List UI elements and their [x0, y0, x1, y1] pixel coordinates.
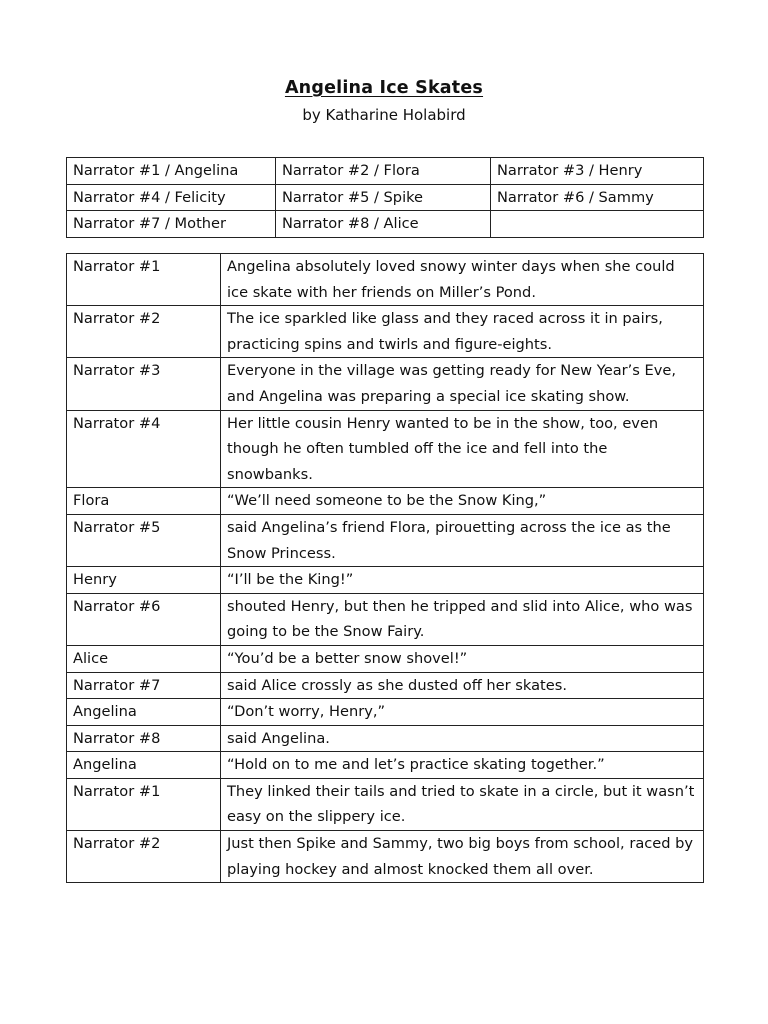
- speaker-cell: Narrator #4: [67, 410, 221, 488]
- speaker-cell: Narrator #7: [67, 672, 221, 699]
- role-cell: Narrator #5 / Spike: [276, 184, 491, 211]
- line-cell: shouted Henry, but then he tripped and slid into Alice, who was going to be the Snow Fairy.: [221, 593, 704, 645]
- role-cell: Narrator #6 / Sammy: [491, 184, 704, 211]
- speaker-cell: Narrator #2: [67, 306, 221, 358]
- speaker-cell: Narrator #5: [67, 514, 221, 566]
- script-row: [67, 358, 704, 410]
- speaker-cell: Narrator #3: [67, 358, 221, 410]
- line-cell: “Don’t worry, Henry,”: [221, 699, 704, 726]
- roles-row: [67, 158, 704, 185]
- document-title: Angelina Ice Skates: [284, 78, 484, 98]
- script-row: [67, 645, 704, 672]
- role-cell: [491, 211, 704, 238]
- role-cell: Narrator #2 / Flora: [276, 158, 491, 185]
- script-row: [67, 410, 704, 488]
- script-row: [67, 593, 704, 645]
- document-byline: by Katharine Holabird: [302, 106, 466, 124]
- roles-row: [67, 211, 704, 238]
- speaker-cell: Angelina: [67, 752, 221, 779]
- speaker-cell: Narrator #8: [67, 725, 221, 752]
- line-cell: The ice sparkled like glass and they raced across it in pairs, practicing spins and twirls and figure-eights.: [221, 306, 704, 358]
- line-cell: “You’d be a better snow shovel!”: [221, 645, 704, 672]
- line-cell: said Angelina.: [221, 725, 704, 752]
- speaker-cell: Narrator #2: [67, 831, 221, 883]
- line-cell: “I’ll be the King!”: [221, 567, 704, 594]
- roles-table: [66, 157, 704, 238]
- role-cell: Narrator #8 / Alice: [276, 211, 491, 238]
- script-row: [67, 254, 704, 306]
- line-cell: “Hold on to me and let’s practice skating together.”: [221, 752, 704, 779]
- role-cell: Narrator #1 / Angelina: [67, 158, 276, 185]
- script-row: [67, 514, 704, 566]
- line-cell: said Alice crossly as she dusted off her skates.: [221, 672, 704, 699]
- role-cell: Narrator #7 / Mother: [67, 211, 276, 238]
- script-row: [67, 306, 704, 358]
- script-row: [67, 699, 704, 726]
- line-cell: Everyone in the village was getting ready for New Year’s Eve, and Angelina was preparing a special ice skating show.: [221, 358, 704, 410]
- script-row: [67, 488, 704, 515]
- script-row: [67, 725, 704, 752]
- role-cell: Narrator #4 / Felicity: [67, 184, 276, 211]
- script-row: [67, 752, 704, 779]
- speaker-cell: Angelina: [67, 699, 221, 726]
- speaker-cell: Flora: [67, 488, 221, 515]
- script-row: [67, 778, 704, 830]
- role-cell: Narrator #3 / Henry: [491, 158, 704, 185]
- speaker-cell: Narrator #1: [67, 254, 221, 306]
- script-row: [67, 831, 704, 883]
- speaker-cell: Henry: [67, 567, 221, 594]
- line-cell: “We’ll need someone to be the Snow King,”: [221, 488, 704, 515]
- speaker-cell: Alice: [67, 645, 221, 672]
- line-cell: Angelina absolutely loved snowy winter days when she could ice skate with her friends on Miller’s Pond.: [221, 254, 704, 306]
- line-cell: Her little cousin Henry wanted to be in the show, too, even though he often tumbled off the ice and fell into the snowbanks.: [221, 410, 704, 488]
- line-cell: Just then Spike and Sammy, two big boys from school, raced by playing hockey and almost knocked them all over.: [221, 831, 704, 883]
- script-table: [66, 253, 704, 883]
- script-row: [67, 672, 704, 699]
- line-cell: said Angelina’s friend Flora, pirouetting across the ice as the Snow Princess.: [221, 514, 704, 566]
- line-cell: They linked their tails and tried to skate in a circle, but it wasn’t easy on the slippery ice.: [221, 778, 704, 830]
- speaker-cell: Narrator #6: [67, 593, 221, 645]
- roles-row: [67, 184, 704, 211]
- script-row: [67, 567, 704, 594]
- speaker-cell: Narrator #1: [67, 778, 221, 830]
